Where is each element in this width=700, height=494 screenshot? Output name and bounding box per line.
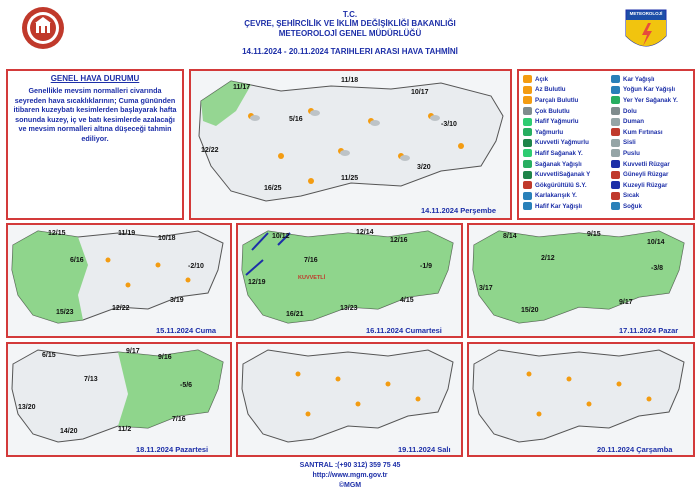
sandstorm-icon xyxy=(611,128,620,136)
temp-label: 10/14 xyxy=(647,239,665,246)
temp-label: 12/19 xyxy=(248,279,266,286)
legend-item xyxy=(611,95,678,106)
partly-cloudy-icon xyxy=(523,96,532,104)
north-wind-icon xyxy=(611,181,620,189)
forecast-map-day6 xyxy=(467,342,695,457)
legend-item xyxy=(523,148,590,159)
temp-label: 10/17 xyxy=(411,89,429,96)
temp-label: 15/23 xyxy=(56,309,74,316)
legend-label: Puslu xyxy=(623,149,640,157)
temp-label: 9/15 xyxy=(587,231,601,238)
legend-item xyxy=(523,106,590,117)
hail-icon xyxy=(611,107,620,115)
haze-icon xyxy=(611,149,620,157)
legend-item xyxy=(611,169,678,180)
legend-label: Çok Bulutlu xyxy=(535,107,570,115)
temp-label: 13/23 xyxy=(340,305,358,312)
temp-label: 12/22 xyxy=(201,147,219,154)
legend-item xyxy=(523,116,590,127)
footer-website[interactable]: http://www.mgm.gov.tr xyxy=(312,472,388,479)
forecast-map-day1 xyxy=(6,223,232,338)
light-rain-icon xyxy=(523,118,532,126)
legend-item xyxy=(611,85,678,96)
temp-label: 12/15 xyxy=(48,230,66,237)
temp-label: 3/19 xyxy=(170,297,184,304)
snow-icon xyxy=(611,75,620,83)
temp-label: 3/17 xyxy=(479,285,493,292)
legend-label: Karlakarışık Y. xyxy=(535,192,577,200)
legend-item xyxy=(523,95,590,106)
legend-label: Sağanak Yağışlı xyxy=(535,160,582,168)
temp-label: 9/17 xyxy=(619,299,633,306)
header-date-range: 14.11.2024 - 20.11.2024 TARIHLERI ARASI HAVA TAHMİNİ xyxy=(242,47,458,56)
legend-item xyxy=(611,116,678,127)
legend-label: Hafif Yağmurlu xyxy=(535,118,579,126)
temp-label: 16/21 xyxy=(286,311,304,318)
legend-item xyxy=(523,159,590,170)
legend-label: Açık xyxy=(535,75,549,83)
temp-label: 7/16 xyxy=(172,416,186,423)
legend-label: Sisli xyxy=(623,139,636,147)
legend-label: Az Bulutlu xyxy=(535,86,566,94)
temp-label: -5/6 xyxy=(180,382,193,389)
legend-label: Güneyli Rüzgar xyxy=(623,171,669,179)
turkey-map-day4 xyxy=(8,344,230,455)
legend-label: Kar Yağışlı xyxy=(623,75,655,83)
legend-column-2 xyxy=(611,74,678,212)
temp-label: 6/15 xyxy=(42,352,56,359)
legend-item xyxy=(523,180,590,191)
forecast-map-day4 xyxy=(6,342,232,457)
legend-label: Soğuk xyxy=(623,202,642,210)
legend-item xyxy=(523,138,590,149)
rain-icon xyxy=(523,128,532,136)
map-caption: 18.11.2024 Pazartesi xyxy=(136,445,209,454)
strong-wind-icon xyxy=(611,160,620,168)
header-line2: ÇEVRE, ŞEHİRCİLİK VE İKLİM DEĞİŞİKLİĞİ BAKANLIĞI xyxy=(244,19,456,28)
legend-label: Hafif Sağanak Y. xyxy=(535,149,583,157)
header-line3: METEOROLOJİ GENEL MÜDÜRLÜĞÜ xyxy=(278,29,422,38)
legend-label: Yağmurlu xyxy=(535,128,564,136)
forecast-map-day5 xyxy=(236,342,463,457)
temp-label: 14/20 xyxy=(60,428,78,435)
temp-label: 11/18 xyxy=(341,77,359,84)
forecast-map-day3 xyxy=(467,223,695,338)
legend-label: Kuzeyli Rüzgar xyxy=(623,181,668,189)
legend-item xyxy=(611,148,678,159)
temp-label: 12/14 xyxy=(356,229,374,236)
legend-item xyxy=(611,138,678,149)
light-shower-icon xyxy=(523,149,532,157)
legend-label: Duman xyxy=(623,118,644,126)
legend-item xyxy=(523,191,590,202)
light-snow-icon xyxy=(523,202,532,210)
temp-label: 16/25 xyxy=(264,185,282,192)
mgm-logo-text: METEOROLOJİ xyxy=(629,11,663,16)
legend-label: Yoğun Kar Yağışlı xyxy=(623,86,676,94)
temp-label: 10/12 xyxy=(272,233,290,240)
temp-label: 8/14 xyxy=(503,233,517,240)
legend-item xyxy=(611,127,678,138)
legend-label: Kuvvetli Rüzgar xyxy=(623,160,670,168)
temp-label: 6/16 xyxy=(70,257,84,264)
legend-column-1 xyxy=(523,74,590,212)
footer-copyright: ©MGM xyxy=(338,482,362,489)
temp-label: 11/2 xyxy=(118,426,132,433)
legend-item xyxy=(523,85,590,96)
sleet-icon xyxy=(523,192,532,200)
legend-item xyxy=(611,180,678,191)
map-caption: 14.11.2024 Perşembe xyxy=(421,206,497,215)
heavy-rain-icon xyxy=(523,139,532,147)
legend-item xyxy=(523,127,590,138)
legend-item xyxy=(523,201,590,212)
hot-icon xyxy=(611,192,620,200)
heavy-shower-icon xyxy=(523,171,532,179)
temp-label: 7/13 xyxy=(84,376,98,383)
temp-label: 10/18 xyxy=(158,235,176,242)
turkey-map-day6 xyxy=(469,344,693,455)
temp-label: 4/15 xyxy=(400,297,414,304)
map-caption: 16.11.2024 Cumartesi xyxy=(366,326,442,335)
scattered-shower-icon xyxy=(611,96,620,104)
general-weather-text: Genellikle mevsim normalleri civarında seyreden hava sıcaklıklarının; Cuma gününden itibaren kuzeybatı kesimlerden başlayarak hafta sonunda kuzey, iç ve batı kesimlerde azalacağı ve mevsim normalleri altına düşeceği tahmin ediliyor. xyxy=(13,86,177,143)
main-forecast-map xyxy=(189,69,512,220)
legend-item xyxy=(611,74,678,85)
legend-label: Parçalı Bulutlu xyxy=(535,96,579,104)
legend-box xyxy=(517,69,695,220)
legend-label: Dolu xyxy=(623,107,637,115)
legend-label: KuvvetliSağanak Y xyxy=(535,171,591,179)
sun-icon xyxy=(523,75,532,83)
general-weather-title: GENEL HAVA DURUMU xyxy=(50,74,140,83)
heavy-snow-icon xyxy=(611,86,620,94)
map-caption: 17.11.2024 Pazar xyxy=(619,326,679,335)
temp-label: 11/19 xyxy=(118,230,136,237)
temp-label: 2/12 xyxy=(541,255,555,262)
strong-wind-label: KUVVETLİ xyxy=(298,275,326,281)
turkey-map-day5 xyxy=(238,344,461,455)
temp-label: 15/20 xyxy=(521,307,539,314)
forecast-map-day2 xyxy=(236,223,463,338)
temp-label: 3/20 xyxy=(417,164,431,171)
legend-label: Sıcak xyxy=(623,192,640,200)
turkey-map-day2 xyxy=(238,225,461,336)
footer-phone: SANTRAL :(+90 312) 359 75 45 xyxy=(299,462,401,469)
legend-label: Hafif Kar Yağışlı xyxy=(535,202,582,210)
legend-item xyxy=(523,74,590,85)
temp-label: 9/16 xyxy=(158,354,172,361)
legend-item xyxy=(611,191,678,202)
temp-label: -3/8 xyxy=(651,265,664,272)
turkey-map-main xyxy=(191,71,510,218)
temp-label: -3/10 xyxy=(441,121,457,128)
temp-label: 11/17 xyxy=(233,84,251,91)
temp-label: -1/9 xyxy=(420,263,433,270)
legend-label: Kuvvetli Yağmurlu xyxy=(535,139,589,147)
temp-label: 7/16 xyxy=(304,257,318,264)
legend-item xyxy=(611,159,678,170)
shower-icon xyxy=(523,160,532,168)
turkey-map-day1 xyxy=(8,225,230,336)
partly-sunny-icon xyxy=(523,86,532,94)
map-caption: 20.11.2024 Çarşamba xyxy=(597,445,673,454)
map-caption: 15.11.2024 Cuma xyxy=(156,326,217,335)
legend-label: Yer Yer Sağanak Y. xyxy=(623,96,678,104)
smoke-icon xyxy=(611,118,620,126)
temp-label: 12/16 xyxy=(390,237,408,244)
legend-label: Gökgürültülü S.Y. xyxy=(535,181,587,189)
header-line1: T.C. xyxy=(342,10,358,19)
temp-label: -2/10 xyxy=(188,263,204,270)
temp-label: 12/22 xyxy=(112,305,130,312)
thunder-icon xyxy=(523,181,532,189)
temp-label: 11/25 xyxy=(341,175,359,182)
general-weather-box xyxy=(6,69,184,220)
cloudy-icon xyxy=(523,107,532,115)
legend-item xyxy=(611,106,678,117)
temp-label: 13/20 xyxy=(18,404,36,411)
fog-icon xyxy=(611,139,620,147)
map-caption: 19.11.2024 Salı xyxy=(398,445,451,454)
temp-label: 5/16 xyxy=(289,116,303,123)
temp-label: 9/17 xyxy=(126,348,140,355)
legend-item xyxy=(611,201,678,212)
legend-label: Kum Fırtınası xyxy=(623,128,663,136)
cold-icon xyxy=(611,202,620,210)
south-wind-icon xyxy=(611,171,620,179)
legend-item xyxy=(523,169,590,180)
